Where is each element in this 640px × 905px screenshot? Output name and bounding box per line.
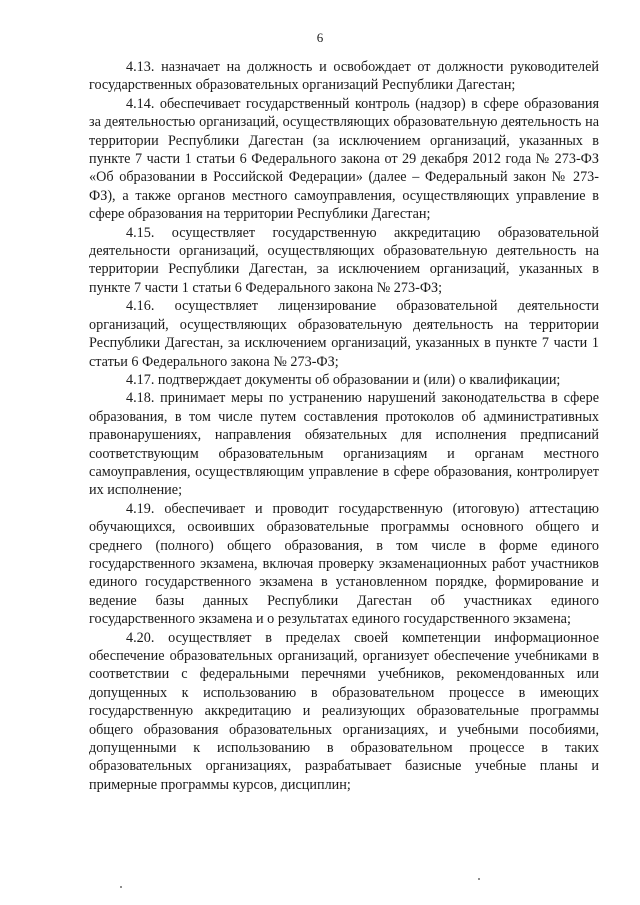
paragraph-4-19: 4.19. обеспечивает и проводит государственную (итоговую) аттестацию обучающихся, освоивших образовательные программы основного общего и среднего (полного) общего образования, в том числе в форме единого государственного экзамена, включая проверку экзаменационных работ участников единого государственного экзамена в установленном порядке, формирование и ведение базы данных Республики Дагестан об участниках единого государственного экзамена и о результатах единого государственного экзамена; [89, 500, 599, 628]
paragraph-4-15: 4.15. осуществляет государственную аккредитацию образовательной деятельности организаций, осуществляющих образовательную деятельность на территории Республики Дагестан, за исключением организаций, указанных в пункте 7 части 1 статьи 6 Федерального закона № 273-ФЗ; [89, 224, 599, 296]
paragraph-4-17: 4.17. подтверждает документы об образовании и (или) о квалификации; [126, 371, 561, 388]
paragraph-4-20: 4.20. осуществляет в пределах своей компетенции информационное обеспечение образовательных организаций, организует обеспечение учебниками в соответствии с федеральными перечнями учебников, рекомендованных или допущенных к использованию в образовательном процессе в имеющих государственную аккредитацию и реализующих образовательные программы общего образования образовательных организациях, и учебными пособиями, допущенными к использованию в образовательном процессе в таких образовательных организациях, разрабатывает базисные учебные планы и примерные программы курсов, дисциплин; [89, 629, 599, 793]
paragraph-4-16: 4.16. осуществляет лицензирование образовательной деятельности организаций, осуществляющих образовательную деятельность на территории Республики Дагестан, за исключением организаций, указанных в пункте 7 части 1 статьи 6 Федерального закона № 273-ФЗ; [89, 298, 599, 370]
scan-speck [478, 878, 480, 880]
page-number: 6 [316, 30, 324, 45]
paragraph-4-14: 4.14. обеспечивает государственный контроль (надзор) в сфере образования за деятельностью организаций, осуществляющих образовательную деятельность на территории Республики Дагестан (за исключением организаций, указанных в пункте 7 части 1 статьи 6 Федерального закона от 29 декабря 2012 года № 273-ФЗ «Об образовании в Российской Федерации» (далее – Федеральный закон № 273-ФЗ), а также органов местного самоуправления, осуществляющих управление в сфере образования на территории Республики Дагестан; [89, 95, 599, 223]
paragraph-4-18: 4.18. принимает меры по устранению нарушений законодательства в сфере образования, в том числе путем составления протоколов об административных правонарушениях, направления обязательных для исполнения предписаний соответствующим образовательным организациям и органам местного самоуправления, осуществляющим управление в сфере образования, контролирует их исполнение; [89, 390, 599, 499]
scan-speck [120, 886, 122, 888]
document-body [89, 58, 599, 794]
paragraph-4-13: 4.13. назначает на должность и освобождает от должности руководителей государственных образовательных организаций Республики Дагестан; [89, 59, 599, 94]
